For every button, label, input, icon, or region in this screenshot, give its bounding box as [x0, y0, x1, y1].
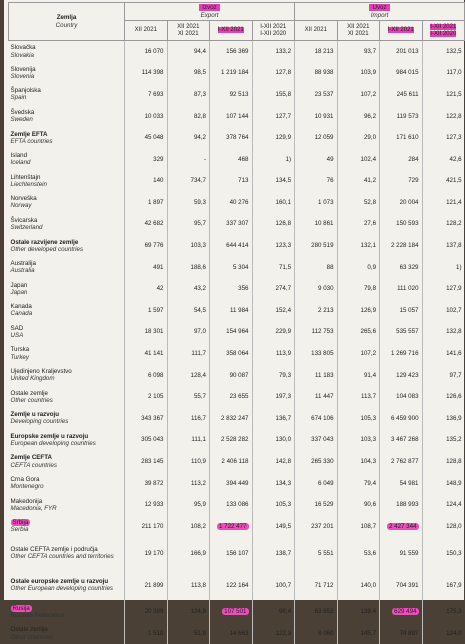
value-cell: 127,9	[422, 278, 465, 300]
value-cell: 124,0	[422, 623, 465, 644]
value-cell: 1 073	[295, 192, 338, 214]
value-cell: 49	[295, 148, 338, 170]
trade-table	[8, 2, 465, 644]
value-cell: 644 414	[210, 235, 253, 257]
value-cell: 188,6	[167, 256, 210, 278]
value-cell: 119 573	[380, 105, 423, 127]
value-cell: 107 501	[210, 601, 253, 623]
value-cell: 19 170	[125, 537, 168, 569]
country-cell: Ostale zemlje Other countries	[9, 386, 125, 408]
country-cell: SAD USA	[9, 321, 125, 343]
table-row	[9, 170, 465, 192]
value-cell: 133 086	[210, 494, 253, 516]
value-cell: 674 106	[295, 408, 338, 430]
table-row	[9, 300, 465, 322]
value-cell: 76	[295, 170, 338, 192]
export-group-header: Izvoz Export	[125, 3, 295, 21]
value-cell: 2 528 282	[210, 429, 253, 451]
value-cell: 42,6	[422, 148, 465, 170]
country-cell: Australija Australia	[9, 256, 125, 278]
table-header	[9, 3, 465, 41]
value-cell: 148,9	[422, 472, 465, 494]
value-cell: 112 753	[295, 321, 338, 343]
value-cell: 92 513	[210, 84, 253, 106]
value-cell: 93,7	[337, 41, 380, 63]
value-cell: 102,4	[337, 148, 380, 170]
value-cell: 88	[295, 256, 338, 278]
value-cell: 1)	[422, 256, 465, 278]
country-cell: Rusija Russian Federation	[9, 601, 125, 623]
document-page	[4, 0, 464, 600]
value-cell: 122,3	[252, 623, 295, 644]
sub-header-cell: I-XII 2021 I-XII 2020	[422, 21, 465, 41]
value-cell: 90 087	[210, 364, 253, 386]
sub-header-cell: XII 2021 XI 2021	[337, 21, 380, 41]
value-cell: 1)	[252, 148, 295, 170]
value-cell: 94,2	[167, 127, 210, 149]
table-row	[9, 601, 465, 623]
value-cell: 23 655	[210, 386, 253, 408]
value-cell: 16 070	[125, 41, 168, 63]
value-cell: 138,7	[252, 537, 295, 569]
value-cell: 63 652	[295, 601, 338, 623]
value-cell: 12 059	[295, 127, 338, 149]
value-cell: 74 897	[380, 623, 423, 644]
value-cell: 95,9	[167, 494, 210, 516]
value-cell: 110,9	[167, 451, 210, 473]
value-cell: 114 398	[125, 62, 168, 84]
country-cell: Makedonija Macedonia, FYR	[9, 494, 125, 516]
value-cell: 111 020	[380, 278, 423, 300]
value-cell: 104 083	[380, 386, 423, 408]
value-cell: 111,7	[167, 343, 210, 365]
value-cell: 10 931	[295, 105, 338, 127]
value-cell: 54 981	[380, 472, 423, 494]
value-cell: 111,1	[167, 429, 210, 451]
value-cell: 128,0	[422, 516, 465, 538]
value-cell: 15 057	[380, 300, 423, 322]
value-cell: 59,3	[167, 192, 210, 214]
value-cell: 100,7	[252, 569, 295, 601]
value-cell: 284	[380, 148, 423, 170]
value-cell: 2 427 344	[380, 516, 423, 538]
value-cell: 54,5	[167, 300, 210, 322]
table-row	[9, 429, 465, 451]
value-cell: 229,9	[252, 321, 295, 343]
value-cell: 167,9	[422, 569, 465, 601]
value-cell: 134,5	[252, 170, 295, 192]
value-cell: 629 494	[380, 601, 423, 623]
value-cell: 128,2	[422, 213, 465, 235]
value-cell: 150,3	[422, 537, 465, 569]
value-cell: 140	[125, 170, 168, 192]
value-cell: 90,6	[337, 494, 380, 516]
value-cell: 51,8	[167, 623, 210, 644]
value-cell: 116,7	[167, 408, 210, 430]
value-cell: 2 832 247	[210, 408, 253, 430]
value-cell: 52,8	[337, 192, 380, 214]
value-cell: 394 449	[210, 472, 253, 494]
value-cell: 108,2	[167, 516, 210, 538]
table-row	[9, 192, 465, 214]
country-cell: Ostale zemlje Other countries	[9, 623, 125, 644]
value-cell: 123,3	[252, 235, 295, 257]
value-cell: 1 597	[125, 300, 168, 322]
value-cell: 337 307	[210, 213, 253, 235]
value-cell: 20 389	[125, 601, 168, 623]
value-cell: 88 938	[295, 62, 338, 84]
value-cell: 3 467 268	[380, 429, 423, 451]
value-cell: 98,4	[252, 601, 295, 623]
value-cell: 8 060	[295, 623, 338, 644]
value-cell: 127,7	[252, 105, 295, 127]
value-cell: 41 141	[125, 343, 168, 365]
value-cell: 201 013	[380, 41, 423, 63]
value-cell: 2 406 118	[210, 451, 253, 473]
value-cell: 237 201	[295, 516, 338, 538]
value-cell: 124,4	[422, 494, 465, 516]
value-cell: 21 899	[125, 569, 168, 601]
value-cell: 20 004	[380, 192, 423, 214]
value-cell: 71 712	[295, 569, 338, 601]
sub-header-cell: I-XII 2021	[380, 21, 423, 41]
table-row	[9, 84, 465, 106]
value-cell: 79,8	[337, 278, 380, 300]
table-row	[9, 213, 465, 235]
value-cell: 121,4	[422, 192, 465, 214]
value-cell: 155,8	[252, 84, 295, 106]
value-cell: 63 329	[380, 256, 423, 278]
value-cell: 16 529	[295, 494, 338, 516]
value-cell: 11 447	[295, 386, 338, 408]
value-cell: 103,9	[337, 62, 380, 84]
value-cell: 11 984	[210, 300, 253, 322]
value-cell: 108,7	[337, 516, 380, 538]
value-cell: 45 048	[125, 127, 168, 149]
value-cell: 337 043	[295, 429, 338, 451]
table-row	[9, 127, 465, 149]
value-cell: 188 993	[380, 494, 423, 516]
country-cell: Lihtenštajn Liechtenstein	[9, 170, 125, 192]
country-cell: Norveška Norway	[9, 192, 125, 214]
country-cell: Turska Turkey	[9, 343, 125, 365]
value-cell: 128,4	[167, 364, 210, 386]
value-cell: 265 330	[295, 451, 338, 473]
value-cell: 154 964	[210, 321, 253, 343]
country-cell: Slovačka Slovakia	[9, 41, 125, 63]
value-cell: 128,8	[422, 451, 465, 473]
sub-header-cell: XII 2021 XI 2021	[167, 21, 210, 41]
table-row	[9, 494, 465, 516]
table-row	[9, 256, 465, 278]
value-cell: 129,9	[252, 127, 295, 149]
value-cell: 734,7	[167, 170, 210, 192]
value-cell: 53,6	[337, 537, 380, 569]
value-cell: 329	[125, 148, 168, 170]
value-cell: 713	[210, 170, 253, 192]
value-cell: 10 861	[295, 213, 338, 235]
value-cell: 5 551	[295, 537, 338, 569]
value-cell: 40 276	[210, 192, 253, 214]
value-cell: 113,9	[252, 343, 295, 365]
value-cell: 136,7	[252, 408, 295, 430]
value-cell: 6 459 900	[380, 408, 423, 430]
value-cell: 175,3	[422, 601, 465, 623]
value-cell: 105,3	[252, 494, 295, 516]
value-cell: 491	[125, 256, 168, 278]
value-cell: 136,9	[422, 408, 465, 430]
value-cell: 149,5	[252, 516, 295, 538]
value-cell: 729	[380, 170, 423, 192]
value-cell: 5 304	[210, 256, 253, 278]
value-cell: 283 145	[125, 451, 168, 473]
country-cell: Zemlje EFTA EFTA countries	[9, 127, 125, 149]
value-cell: 39 872	[125, 472, 168, 494]
value-cell: 197,3	[252, 386, 295, 408]
value-cell: 265,6	[337, 321, 380, 343]
value-cell: 71,5	[252, 256, 295, 278]
country-cell: Kanada Canada	[9, 300, 125, 322]
value-cell: 132,5	[422, 41, 465, 63]
table-row	[9, 321, 465, 343]
table-row	[9, 62, 465, 84]
value-cell: 150 593	[380, 213, 423, 235]
table-row	[9, 537, 465, 569]
value-cell: 358 064	[210, 343, 253, 365]
value-cell: 18 301	[125, 321, 168, 343]
table-row	[9, 105, 465, 127]
value-cell: 113,2	[167, 472, 210, 494]
value-cell: 9 030	[295, 278, 338, 300]
value-cell: 107,2	[337, 84, 380, 106]
value-cell: 91,4	[337, 364, 380, 386]
value-cell: 1 510	[125, 623, 168, 644]
value-cell: 103,3	[167, 235, 210, 257]
value-cell: 82,8	[167, 105, 210, 127]
country-cell: Švicarska Switzerland	[9, 213, 125, 235]
country-cell: Crna Gora Montenegro	[9, 472, 125, 494]
value-cell: 343 367	[125, 408, 168, 430]
value-cell: 2 762 877	[380, 451, 423, 473]
value-cell: 133,2	[252, 41, 295, 63]
value-cell: 105,3	[337, 408, 380, 430]
value-cell: 11 183	[295, 364, 338, 386]
value-cell: 2 105	[125, 386, 168, 408]
value-cell: 91 559	[380, 537, 423, 569]
value-cell: 122 164	[210, 569, 253, 601]
value-cell: 160,1	[252, 192, 295, 214]
value-cell: 79,3	[252, 364, 295, 386]
country-cell: Island Iceland	[9, 148, 125, 170]
sub-header-cell: XII 2021	[295, 21, 338, 41]
sub-header-cell: XII 2021	[125, 21, 168, 41]
value-cell: 122,8	[422, 105, 465, 127]
value-cell: 468	[210, 148, 253, 170]
table-row	[9, 235, 465, 257]
value-cell: 130,0	[252, 429, 295, 451]
value-cell: 95,7	[167, 213, 210, 235]
value-cell: 984 015	[380, 62, 423, 84]
value-cell: 132,1	[337, 235, 380, 257]
value-cell: 94,4	[167, 41, 210, 63]
value-cell: 280 519	[295, 235, 338, 257]
table-row	[9, 623, 465, 644]
value-cell: 42	[125, 278, 168, 300]
country-cell: Zemlje CEFTA CEFTA countries	[9, 451, 125, 473]
country-cell: Ostale razvijene zemlje Other developed countries	[9, 235, 125, 257]
value-cell: 113,7	[337, 386, 380, 408]
country-cell: Ujedinjeno Kraljevstvo United Kingdom	[9, 364, 125, 386]
sub-header-cell: I-XII 2021 I-XII 2020	[252, 21, 295, 41]
value-cell: 156 107	[210, 537, 253, 569]
value-cell: 274,7	[252, 278, 295, 300]
country-header: Zemlja Country	[9, 3, 125, 41]
value-cell: 141,6	[422, 343, 465, 365]
value-cell: 356	[210, 278, 253, 300]
table-row	[9, 451, 465, 473]
value-cell: 6 098	[125, 364, 168, 386]
value-cell: 97,0	[167, 321, 210, 343]
value-cell: 137,8	[422, 235, 465, 257]
value-cell: 1 219 184	[210, 62, 253, 84]
value-cell: 126,9	[337, 300, 380, 322]
value-cell: 41,2	[337, 170, 380, 192]
country-cell: Zemlje u razvoju Developing countries	[9, 408, 125, 430]
value-cell: 134,3	[252, 472, 295, 494]
table-body	[9, 41, 465, 644]
value-cell: 152,4	[252, 300, 295, 322]
table-row	[9, 408, 465, 430]
import-group-header: Uvoz Import	[295, 3, 465, 21]
value-cell: 1 269 716	[380, 343, 423, 365]
value-cell: 97,7	[422, 364, 465, 386]
value-cell: 7 693	[125, 84, 168, 106]
value-cell: 107 144	[210, 105, 253, 127]
value-cell: 113,8	[167, 569, 210, 601]
value-cell: 535 557	[380, 321, 423, 343]
value-cell: -	[167, 148, 210, 170]
value-cell: 127,8	[252, 62, 295, 84]
value-cell: 102,7	[422, 300, 465, 322]
country-cell: Slovenija Slovenia	[9, 62, 125, 84]
value-cell: 6 049	[295, 472, 338, 494]
value-cell: 378 764	[210, 127, 253, 149]
value-cell: 14 663	[210, 623, 253, 644]
value-cell: 104,3	[337, 451, 380, 473]
value-cell: 171 610	[380, 127, 423, 149]
country-cell: Ostale europske zemlje u razvoju Other European developing countries	[9, 569, 125, 601]
country-cell: Srbija Serbia	[9, 516, 125, 538]
value-cell: 29,0	[337, 127, 380, 149]
value-cell: 139,4	[337, 601, 380, 623]
value-cell: 117,0	[422, 62, 465, 84]
table-row	[9, 278, 465, 300]
table-row	[9, 364, 465, 386]
value-cell: 1 722 477	[210, 516, 253, 538]
table-row	[9, 386, 465, 408]
table-row	[9, 148, 465, 170]
value-cell: 98,5	[167, 62, 210, 84]
value-cell: 1 897	[125, 192, 168, 214]
value-cell: 96,2	[337, 105, 380, 127]
value-cell: 142,8	[252, 451, 295, 473]
value-cell: 69 776	[125, 235, 168, 257]
value-cell: 211 170	[125, 516, 168, 538]
value-cell: 2 228 184	[380, 235, 423, 257]
value-cell: 704 391	[380, 569, 423, 601]
value-cell: 55,7	[167, 386, 210, 408]
country-cell: Japan Japan	[9, 278, 125, 300]
table-row	[9, 516, 465, 538]
value-cell: 79,4	[337, 472, 380, 494]
value-cell: 42 682	[125, 213, 168, 235]
table-row	[9, 569, 465, 601]
country-cell: Španjolska Spain	[9, 84, 125, 106]
value-cell: 421,5	[422, 170, 465, 192]
value-cell: 140,0	[337, 569, 380, 601]
value-cell: 43,2	[167, 278, 210, 300]
value-cell: 245 611	[380, 84, 423, 106]
value-cell: 132,8	[422, 321, 465, 343]
sub-header-cell: I-XII 2021	[210, 21, 253, 41]
value-cell: 129 423	[380, 364, 423, 386]
value-cell: 145,7	[337, 623, 380, 644]
value-cell: 121,5	[422, 84, 465, 106]
value-cell: 0,9	[337, 256, 380, 278]
table-row	[9, 472, 465, 494]
value-cell: 107,2	[337, 343, 380, 365]
value-cell: 126,8	[252, 213, 295, 235]
value-cell: 126,6	[422, 386, 465, 408]
country-cell: Švedska Sweden	[9, 105, 125, 127]
value-cell: 10 033	[125, 105, 168, 127]
value-cell: 23 537	[295, 84, 338, 106]
value-cell: 18 213	[295, 41, 338, 63]
country-cell: Ostale CEFTA zemlje i područja Other CEFTA countries and territories	[9, 537, 125, 569]
country-cell: Europske zemlje u razvoju European developing countries	[9, 429, 125, 451]
value-cell: 135,2	[422, 429, 465, 451]
value-cell: 27,6	[337, 213, 380, 235]
table-row	[9, 41, 465, 63]
value-cell: 305 043	[125, 429, 168, 451]
value-cell: 166,9	[167, 537, 210, 569]
value-cell: 103,3	[337, 429, 380, 451]
value-cell: 87,3	[167, 84, 210, 106]
value-cell: 156 369	[210, 41, 253, 63]
value-cell: 2 213	[295, 300, 338, 322]
value-cell: 127,3	[422, 127, 465, 149]
value-cell: 124,9	[167, 601, 210, 623]
value-cell: 133 805	[295, 343, 338, 365]
value-cell: 12 933	[125, 494, 168, 516]
table-row	[9, 343, 465, 365]
